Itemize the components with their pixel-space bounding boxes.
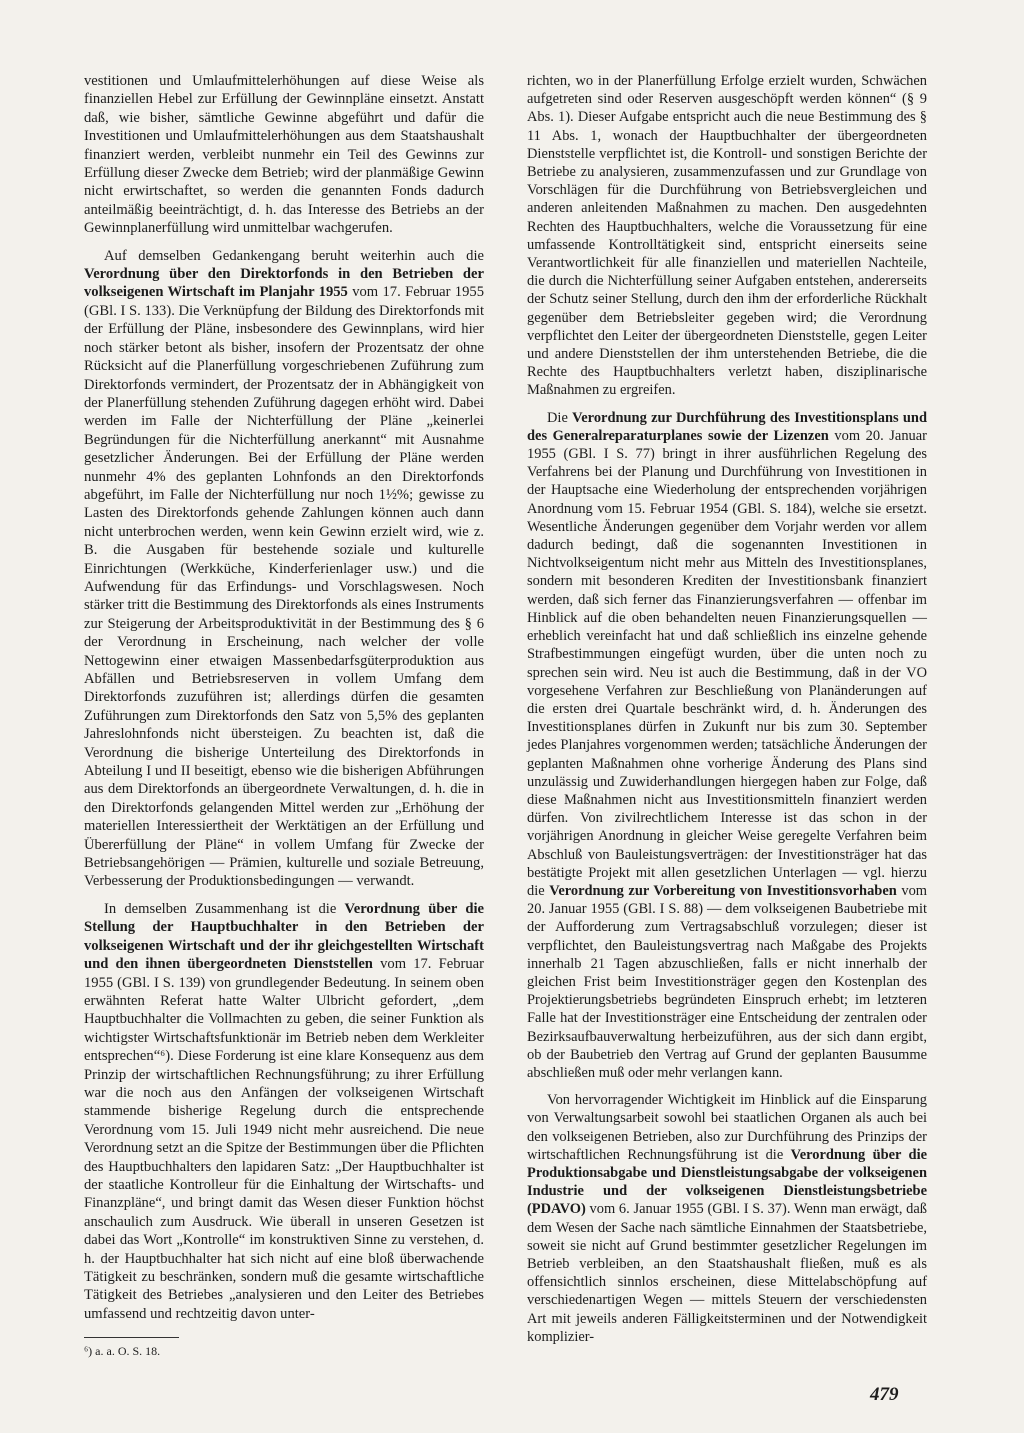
- text-span: In demselben Zusammenhang ist die: [104, 900, 345, 917]
- text-span: vom 17. Februar 1955 (GBl. I S. 139) von grundlegender Bedeutung. In seinem oben erwähnten Referat hatte Walter Ulbricht gefordert, „dem Hauptbuchhalter die Vollmachten zu geben, die seiner Funktion als wichtigster Wirtschaftsfunktionär im Betrieb neben dem Werkleiter entsprechen“⁶). Diese Forderung ist eine klare Konsequenz aus dem Prinzip der wirtschaftlichen Rechnungsführung; zu ihrer Erfüllung war die noch aus den Anfängen der volkseigenen Wirtschaft stammende bisherige Regelung durch die entsprechende Verordnung vom 15. Juli 1949 nicht mehr ausreichend. Die neue Verordnung setzt an die Spitze der Bestimmungen über die Pflichten des Hauptbuchhalters den lapidaren Satz: „Der Hauptbuchhalter ist der staatliche Kontrolleur für die Einhaltung der Wirtschafts- und Finanzpläne“, und bringt damit das Wesen dieser Funktion höchst anschaulich zum Ausdruck. Wie überall in unseren Gesetzen ist dabei das Wort „Kontrolle“ im konstruktiven Sinne zu verstehen, d. h. der Hauptbuchhalter hat sich nicht auf eine bloß überwachende Tätigkeit zu beschränken, sondern muß die gesamte wirtschaftliche Tätigkeit des Betriebes „analysieren und den Leiter des Betriebes umfassend und rechtzeitig davon unter-: [84, 956, 485, 1322]
- bold-title: Verordnung über den Direktorfonds in den Betrieben der volkseigenen Wirtschaft im Planjahr 1955: [84, 266, 484, 301]
- text-span: vom 17. Februar 1955 (GBl. I S. 133). Die Verknüpfung der Bildung des Direktorfonds mit der Erfüllung der Pläne, insbesondere des Gewinnplans, wird hier noch stärker betont als bisher, insofern der Prozentsatz der ohne Rücksicht auf die Planerfüllung vorgeschriebenen Zuführung zum Direktorfonds vermindert, der Prozentsatz der in Abhängigkeit von der Planerfüllung stehenden Zuführung dagegen erhöht wird. Dabei werden im Falle der Nichterfüllung der Pläne „keinerlei Begründungen für die Nichterfüllung anerkannt“ mit Ausnahme gesetzlicher Änderungen. Bei der Erfüllung der Pläne werden nunmehr 4% des geplanten Lohnfonds an den Direktorfonds abgeführt, im Falle der Nichterfüllung nur noch 1½%; gewisse zu Lasten des Direktorfonds gehende Zahlungen können auch dann nicht unterbrochen werden, wenn kein Gewinn erzielt wird, wie z. B. die Ausgaben für bestehende soziale und kulturelle Einrichtungen (Werkküche, Kinderferienlager usw.) und die Aufwendung für das Erfindungs- und Vorschlagswesen. Noch stärker tritt die Bestimmung des Direktorfonds als eines Instruments zur Steigerung der Arbeitsproduktivität in der Bestimmung des § 6 der Verordnung in Erscheinung, nach welcher der volle Nettogewinn einer etwaigen Massenbedarfsgüterproduktion aus Abfällen und Betriebsreserven in vollem Umfang dem Direktorfonds zuzuführen ist; allerdings dürfen die gesamten Zuführungen zum Direktorfonds den Satz von 5,5% des geplanten Jahreslohnfonds nicht übersteigen. Zu beachten ist, daß die Verordnung die bisherige Unterteilung des Direktorfonds in Abteilung I und II beseitigt, ebenso wie die bisherigen Abführungen aus dem Direktorfonds an übergeordnete Verwaltungen, d. h. die in den Direktorfonds gelangenden Mittel werden zur „Erhöhung der materiellen Interessiertheit der Werktätigen an der Erfüllung und Übererfüllung der Pläne“ in vollem Umfang für Zwecke der Betriebsangehörigen — Prämien, kulturelle und soziale Betreuung, Verbesserung der Produktionsbedingungen — verwandt.: [84, 284, 484, 890]
- bold-title: Verordnung über die Stellung der Hauptbuchhalter in den Betrieben der volkseigenen Wirtschaft und der ihr gleichgestellten Wirtschaft und den ihnen übergeordneten Dienststellen: [84, 900, 485, 973]
- paragraph: [84, 900, 484, 1323]
- right-column: [527, 72, 927, 1346]
- paragraph: [527, 1091, 927, 1346]
- paragraph: vestitionen und Umlaufmittelerhöhungen auf diese Weise als finanziellen Hebel zur Erfüllung der Gewinnpläne einsetzt. Anstatt daß, wie bisher, sämtliche Gewinne abgeführt und dafür die Investitionen und Umlaufmittelerhöhungen aus dem Staatshaushalt finanziert werden, verbleibt nunmehr ein Teil des Gewinns zur Erfüllung dieser Zwecke dem Betrieb; wird der planmäßige Gewinn nicht erwirtschaftet, so werden die genannten Fonds dadurch anteilmäßig beeinträchtigt, d. h. das Interesse des Betriebs an der Gewinnplanerfüllung wird unmittelbar wachgerufen.: [84, 73, 484, 237]
- text-span: vom 20. Januar 1955 (GBl. I S. 88) — dem volkseigenen Baubetriebe mit der Aufforderung zum Vertragsabschluß vorzulegen; dieser ist verpflichtet, den Bauleistungsvertrag nach Maßgabe des Projekts innerhalb 21 Tagen abzuschließen, falls er nicht innerhalb der gleichen Frist beim Investitionsträger gegen den Kostenplan des Projektierungsbetriebs begründeten Einspruch erhebt; im letzteren Falle hat der Investitionsträger eine Entscheidung der zentralen oder Bezirksaufbauverwaltung herbeizuführen, aus der sich dann ergibt, ob der Baubetrieb den Vertrag auf Grund der geplanten Bausumme abschließen muß oder mehr verlangen kann.: [527, 882, 928, 1081]
- paragraph: [527, 409, 927, 1083]
- footnote: ⁶) a. a. O. S. 18.: [84, 1344, 161, 1358]
- bold-title: Verordnung über die Produktionsabgabe und Dienstleistungsabgabe der volkseigenen Industrie und der volkseigenen Dienstleistungsbetriebe (PDAVO): [527, 1146, 927, 1218]
- text-span: Die: [547, 409, 573, 426]
- bold-title: Verordnung zur Durchführung des Investitionsplans und des Generalreparaturplanes sowie der Lizenzen: [527, 409, 927, 444]
- bold-title: Verordnung zur Vorbereitung von Investitionsvorhaben: [549, 882, 897, 899]
- page-number: 479: [870, 1384, 899, 1405]
- paragraph: richten, wo in der Planerfüllung Erfolge erzielt wurden, Schwächen aufgetreten sind oder Reserven ausgeschöpft werden können“ (§ 9 Abs. 1). Dieser Aufgabe entspricht auch die neue Bestimmung des § 11 Abs. 1, wonach der Hauptbuchhalter der übergeordneten Dienststelle verpflichtet ist, die Kontroll- und sonstigen Berichte der Betriebe zu analysieren, zusammenzufassen und zur Grundlage von Vorschlägen für die Durchführung von Betriebsvergleichen und anderen anleitenden Maßnahmen zu machen. Den ausgedehnten Rechten des Hauptbuchhalters, welche die Voraussetzung für eine umfassende Kontrolltätigkeit sind, entspricht einerseits seine Verantwortlichkeit für alle finanziellen und materiellen Nachteile, die durch die Nichterfüllung seiner Aufgaben entstehen, andererseits der Schutz seiner Stellung, durch den ihm der erforderliche Rückhalt gegenüber dem Betriebsleiter gegeben wird; die Verordnung verpflichtet den Leiter der übergeordneten Dienststelle, gegen Leiter und andere Dienststellen der ihm unterstehenden Betriebe, die die Rechte des Hauptbuchhalters verletzt haben, disziplinarische Maßnahmen zu ergreifen.: [527, 73, 927, 399]
- text-span: Von hervorragender Wichtigkeit im Hinblick auf die Einsparung von Verwaltungsarbeit sowohl bei staatlichen Organen als auch bei den volkseigenen Betrieben, also zur Durchführung des Prinzips der wirtschaftlichen Rechnungsführung ist die: [527, 1092, 927, 1163]
- left-column: [84, 72, 484, 1323]
- text-span: Auf demselben Gedankengang beruht weiterhin auch die: [104, 247, 484, 264]
- text-span: vom 6. Januar 1955 (GBl. I S. 37). Wenn man erwägt, daß dem Wesen der Sache nach sämtliche Einnahmen der Staatsbetriebe, soweit sie nicht auf Grund bestimmter gesetzlicher Regelungen im Betrieb verbleiben, an den Staatshaushalt fließen, muß es als offensichtlich sinnlos erscheinen, diese Mittelabschöpfung auf verschiedenartigen Wegen — mittels Steuern der verschiedensten Art mit jeweils anderen Fälligkeitsterminen und der Notwendigkeit komplizier-: [527, 1201, 927, 1345]
- footnote-rule: [84, 1337, 179, 1338]
- text-span: vom 20. Januar 1955 (GBl. I S. 77) bringt in ihrer ausführlichen Regelung des Verfahrens bei der Planung und Durchführung von Investitionen in der Hauptsache eine Wiederholung der entsprechenden vorjährigen Anordnung vom 15. Februar 1954 (GBl. S. 184), welche sie ersetzt. Wesentliche Änderungen gegenüber dem Vorjahr werden vor allem dadurch bedingt, daß die sogenannten Investitionen in Nichtvolkseigentum nicht mehr aus Mitteln des Investitionsplanes, sondern mit besonderen Krediten der Investitionsbank finanziert werden, daß sich ferner das Finanzierungsverfahren — offenbar im Hinblick auf die oben behandelten neuen Finanzierungsquellen — erheblich vereinfacht hat und daß schließlich ins einzelne gehende Strafbestimmungen eingefügt wurden, über die unten noch zu sprechen sein wird. Neu ist auch die Bestimmung, daß in der VO vorgesehene Verfahren zur Beschließung von Planänderungen auf die ersten drei Quartale beschränkt wird, d. h. Änderungen des Investitionsplanes dürfen in Zukunft nur bis zum 30. September jedes Planjahres vorgenommen werden; tatsächliche Änderungen der geplanten Maßnahmen ohne vorherige Änderung des Plans sind unzulässig und Zuwiderhandlungen hiergegen haben zur Folge, daß diese Maßnahmen nicht aus Investitionsmitteln finanziert werden dürfen. Von zivilrechtlichem Interesse ist das schon in der vorjährigen Anordnung in gleicher Weise geregelte Verfahren beim Abschluß von Bauleistungsverträgen: der Investitionsträger hat das bestätigte Projekt mit allen gesetzlichen Unterlagen — vgl. hierzu die: [527, 427, 927, 899]
- paragraph: [84, 247, 484, 891]
